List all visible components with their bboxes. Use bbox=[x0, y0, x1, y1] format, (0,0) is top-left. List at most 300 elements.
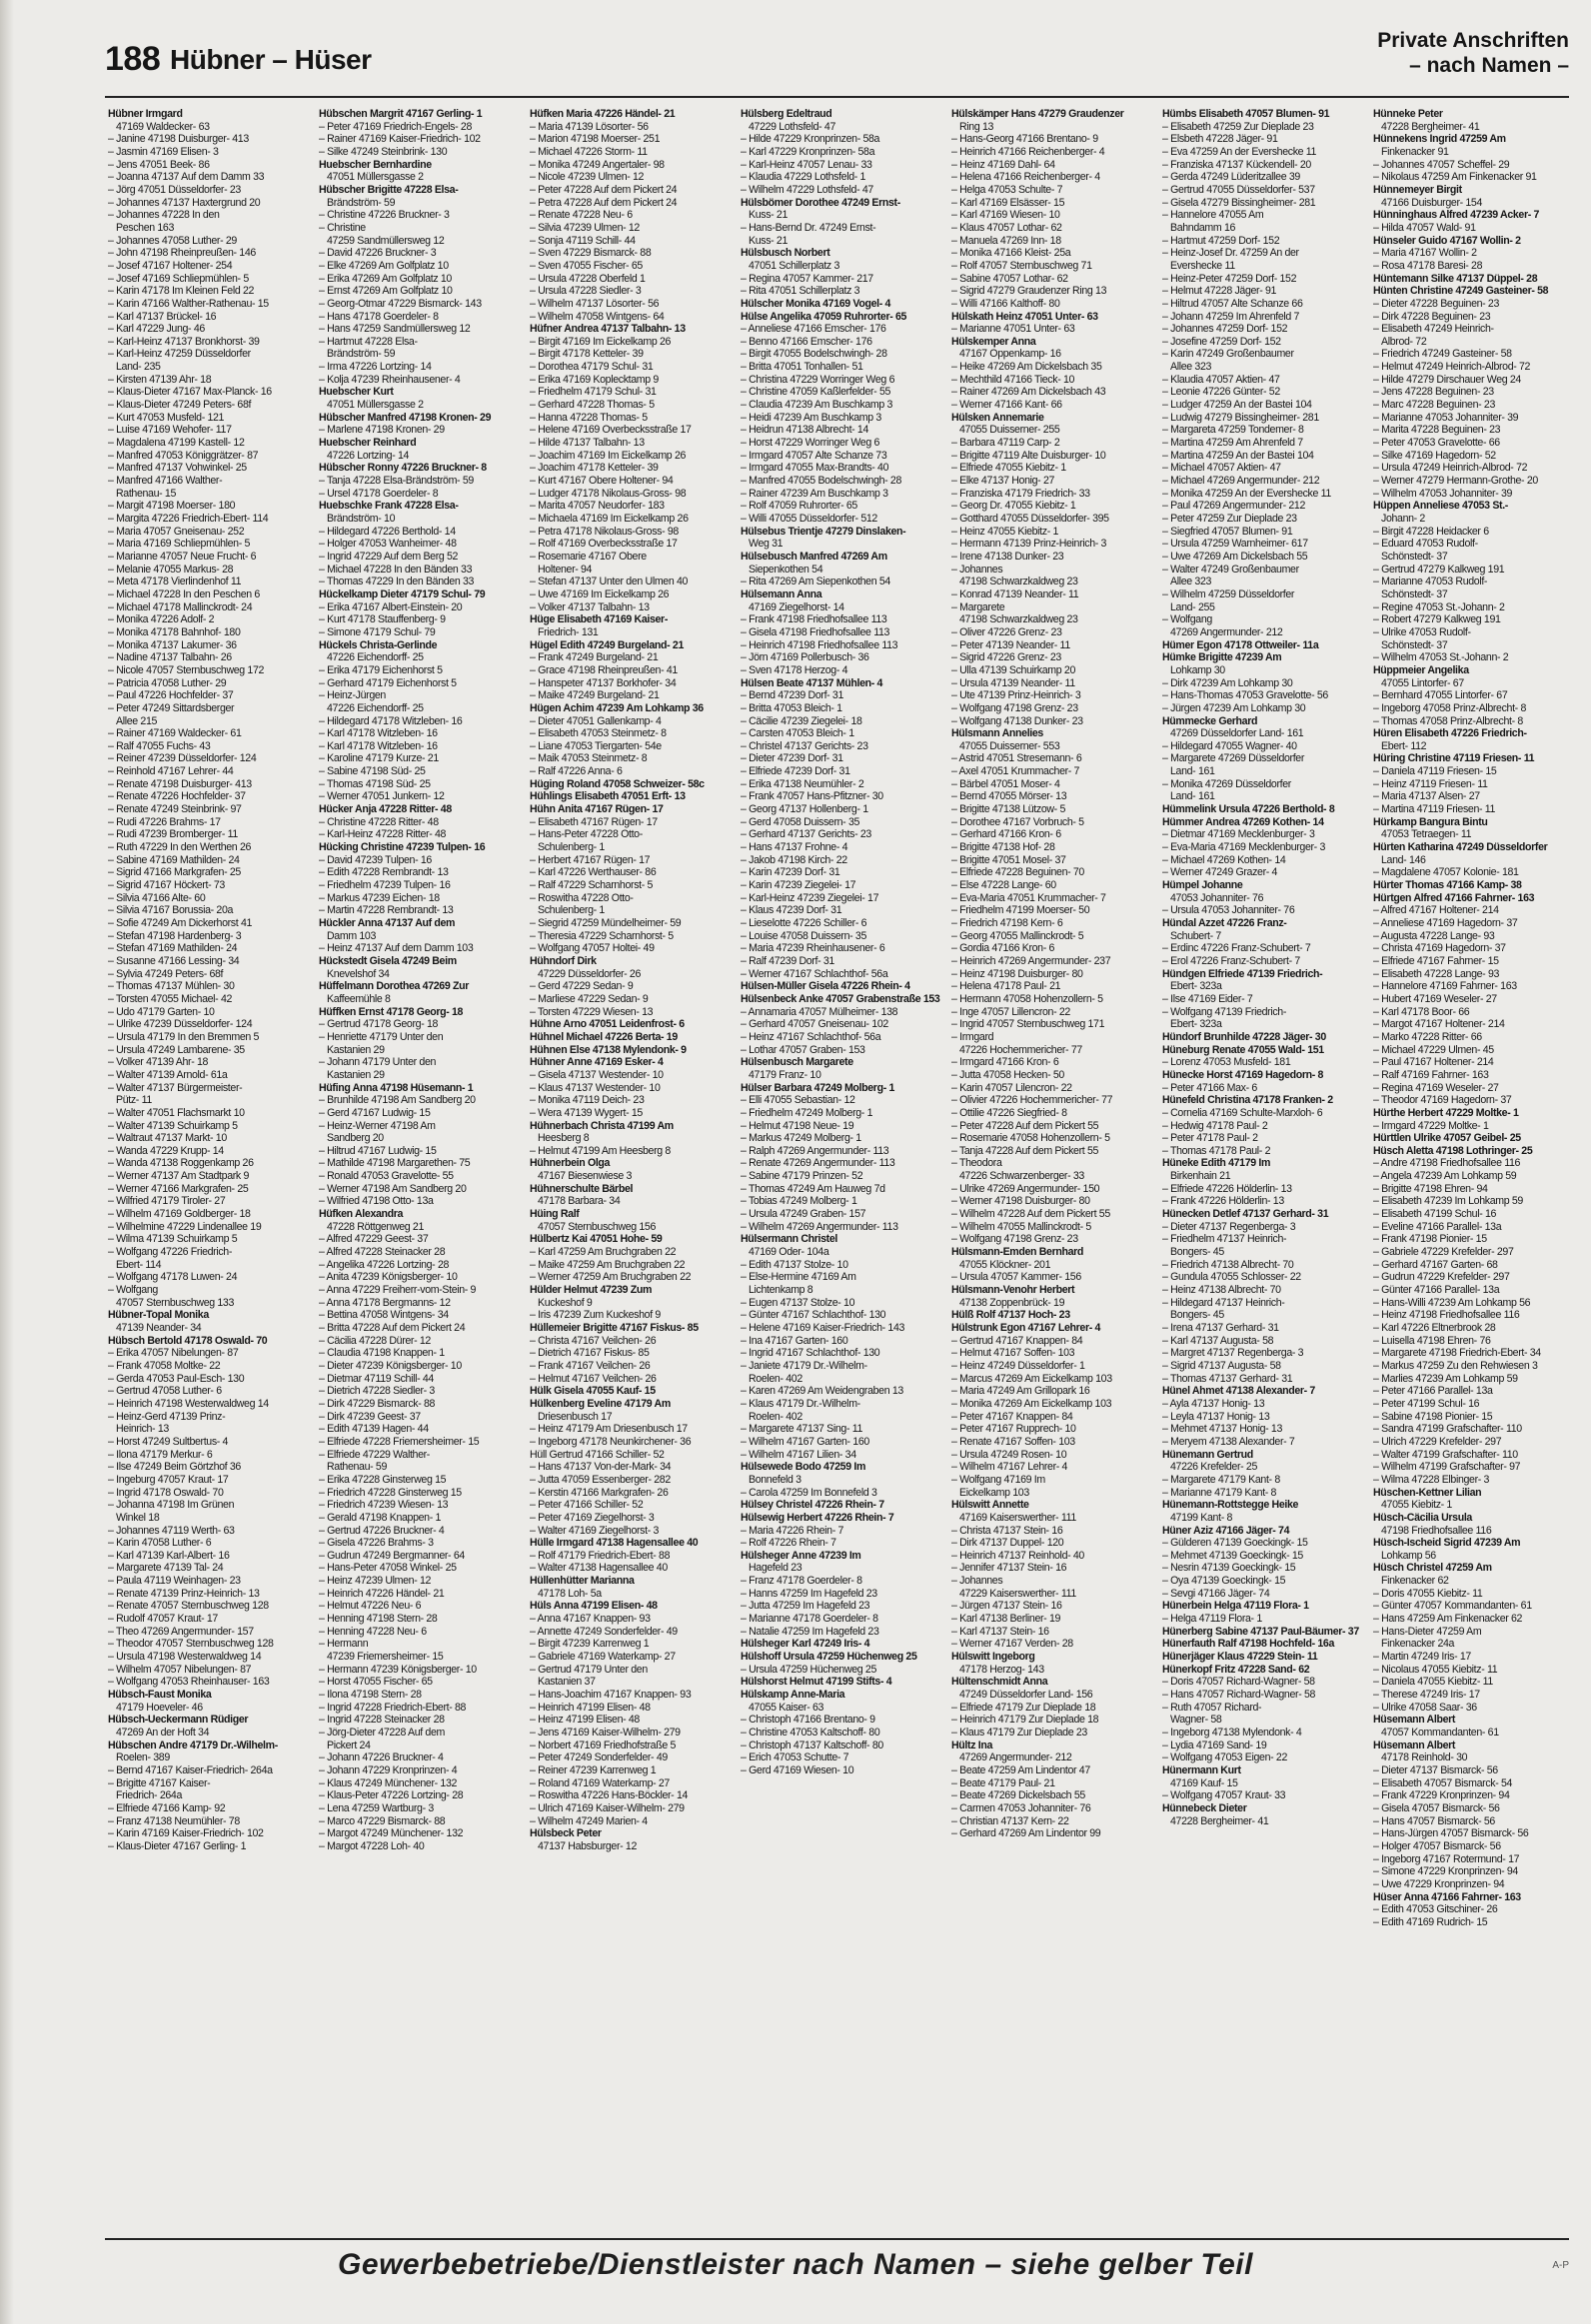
directory-entry: – Jutta 47059 Essenberger- 282 bbox=[530, 1473, 671, 1486]
directory-entry: – Volker 47139 Ahr- 18 bbox=[108, 1056, 209, 1069]
directory-entry: – Olivier 47226 Hochemmericher- 77 bbox=[951, 1094, 1113, 1107]
directory-entry: – Paula 47119 Weinhagen- 23 bbox=[108, 1575, 241, 1588]
directory-entry-head: Hüsemann Albert bbox=[1373, 1739, 1456, 1751]
directory-entry-head: Hüren Elisabeth 47226 Friedrich- bbox=[1373, 727, 1527, 740]
directory-entry: 47239 Friemersheimer- 15 bbox=[327, 1651, 444, 1664]
directory-entry: – Ursula 47259 Warnheimer- 617 bbox=[1162, 538, 1308, 551]
directory-entry: 47229 Lothsfeld- 47 bbox=[749, 120, 836, 133]
directory-entry: – Wolfgang bbox=[108, 1284, 158, 1297]
directory-entry: – Luisella 47198 Ehren- 76 bbox=[1373, 1334, 1491, 1347]
directory-entry: – Doris 47055 Kiebitz- 11 bbox=[1373, 1587, 1483, 1600]
directory-entry: Bonnefeld 3 bbox=[749, 1473, 801, 1486]
directory-entry-head: Hübscher Brigitte 47228 Elsa- bbox=[319, 183, 459, 196]
directory-entry: – Karl 47139 Karl-Albert- 16 bbox=[108, 1549, 230, 1562]
directory-entry: – Dirk 47239 Geest- 37 bbox=[319, 1410, 421, 1423]
directory-entry: – Wolfgang 47169 Im bbox=[951, 1473, 1045, 1486]
directory-entry: Lichtenkamp 8 bbox=[749, 1284, 813, 1297]
directory-entry: – Rosa 47178 Baresi- 28 bbox=[1373, 259, 1483, 272]
directory-entry: Brändström- 10 bbox=[327, 513, 396, 525]
directory-entry: – Willi 47166 Kalthoff- 80 bbox=[951, 297, 1060, 310]
directory-entry: – Hilde 47279 Dirschauer Weg 24 bbox=[1373, 373, 1521, 386]
directory-entry: – Angela 47239 Am Lohkamp 59 bbox=[1373, 1170, 1517, 1183]
directory-entry: – Karoline 47179 Kurze- 21 bbox=[319, 752, 439, 765]
directory-entry-head: Hüsch Christel 47259 Am bbox=[1373, 1562, 1492, 1575]
directory-entry: – Walter 47249 Großenbaumer bbox=[1162, 563, 1299, 576]
directory-entry: – Hans-Bernd Dr. 47249 Ernst- bbox=[741, 221, 876, 234]
directory-entry: – Wilhelm 47249 Marien- 4 bbox=[530, 1814, 648, 1827]
directory-entry: – Peter 47169 Friedrich-Engels- 28 bbox=[319, 120, 472, 133]
directory-entry-head: Hübsch-Faust Monika bbox=[108, 1689, 212, 1702]
directory-entry: – Walter 47137 Bürgermeister- bbox=[108, 1081, 243, 1094]
directory-entry-head: Huebschke Frank 47228 Elsa- bbox=[319, 500, 459, 513]
directory-entry: – Wilhelm 47269 Angermunder- 113 bbox=[741, 1220, 898, 1233]
directory-entry: Heesberg 8 bbox=[538, 1132, 590, 1145]
directory-entry-head: Hümer Egon 47178 Ottweiler- 11a bbox=[1162, 638, 1319, 651]
directory-entry: Rathenau- 59 bbox=[327, 1461, 387, 1474]
directory-entry: 47178 Herzog- 143 bbox=[959, 1663, 1044, 1676]
directory-entry-head: Hüfken Alexandra bbox=[319, 1208, 404, 1221]
directory-entry-head: Hülsheger Anne 47239 Im bbox=[741, 1549, 861, 1562]
directory-entry: – Ursula 47179 In den Bremmen 5 bbox=[108, 1030, 260, 1043]
directory-entry: – Karl 47226 Werthauser- 86 bbox=[530, 866, 657, 879]
directory-entry: – Martin 47249 Iris- 17 bbox=[1373, 1651, 1471, 1664]
directory-entry: – Ursula 47198 Westerwaldweg 14 bbox=[108, 1651, 262, 1664]
directory-entry: 47179 Hoeveler- 46 bbox=[116, 1701, 203, 1714]
directory-entry: – Sigrid 47167 Höckert- 73 bbox=[108, 879, 225, 892]
directory-entry: – Friedrich 47239 Wiesen- 13 bbox=[319, 1499, 449, 1512]
directory-entry: – Johanna 47198 Im Grünen bbox=[108, 1499, 235, 1512]
directory-entry: Kastanien 29 bbox=[327, 1043, 385, 1056]
directory-entry: – Norbert 47169 Friedhofstraße 5 bbox=[530, 1739, 677, 1751]
directory-entry: – Elfriede 47228 Friemersheimer- 15 bbox=[319, 1435, 480, 1448]
directory-entry-head: Hümpel Johanne bbox=[1162, 879, 1243, 892]
directory-entry-head: Hülskamp Anne-Maria bbox=[741, 1689, 845, 1702]
directory-column-1 bbox=[108, 108, 313, 2226]
directory-entry: – Peter 47228 Auf dem Pickert 55 bbox=[951, 1119, 1099, 1132]
directory-entry-head: Hünermann Kurt bbox=[1162, 1763, 1241, 1776]
directory-entry-head: Hünerfauth Ralf 47198 Hochfeld- 16a bbox=[1162, 1638, 1335, 1651]
directory-entry: – Anneliese 47166 Emscher- 176 bbox=[741, 323, 886, 336]
directory-entry: – Karl 47226 Eltnerbrook 28 bbox=[1373, 1322, 1496, 1334]
directory-entry: Peschen 163 bbox=[116, 221, 174, 234]
directory-entry-head: Hülß Rolf 47137 Hoch- 23 bbox=[951, 1309, 1070, 1322]
directory-entry: 47051 Müllersgasse 2 bbox=[327, 399, 424, 412]
directory-entry: – Margot 47228 Loh- 40 bbox=[319, 1839, 425, 1852]
directory-entry: Schönstedt- 37 bbox=[1381, 550, 1448, 563]
directory-entry: – Jürgen 47137 Stein- 16 bbox=[951, 1600, 1062, 1613]
directory-entry: – Edith 47228 Rembrandt- 13 bbox=[319, 866, 449, 879]
directory-entry: – Birgit 47239 Karrenweg 1 bbox=[530, 1638, 650, 1651]
directory-entry: – Christine 47226 Bruckner- 3 bbox=[319, 209, 450, 222]
directory-entry-head: Hülshorst Helmut 47199 Stifts- 4 bbox=[741, 1676, 892, 1689]
directory-entry: Holtener- 94 bbox=[538, 563, 593, 576]
directory-entry: 47169 Ziegelhorst- 14 bbox=[749, 600, 844, 613]
directory-entry: – Heinz 47055 Kiebitz- 1 bbox=[951, 525, 1059, 538]
directory-entry-head: Hülsmann Annelies bbox=[951, 727, 1043, 740]
directory-entry: – Sigrid 47279 Graudenzer Ring 13 bbox=[951, 285, 1107, 298]
directory-entry: – Heidrun 47138 Albrecht- 14 bbox=[741, 424, 869, 437]
directory-entry: – Peter 47178 Paul- 2 bbox=[1162, 1132, 1258, 1145]
directory-entry: 47057 Sternbuschweg 156 bbox=[538, 1220, 656, 1233]
directory-entry-head: Hühlings Elisabeth 47051 Erft- 13 bbox=[530, 790, 686, 803]
directory-entry: – Hans-Peter 47058 Winkel- 25 bbox=[319, 1562, 457, 1575]
directory-entry: – Gertrud 47179 Unter den bbox=[530, 1663, 648, 1676]
directory-entry: – Jürgen 47239 Am Lohkamp 30 bbox=[1162, 701, 1306, 714]
directory-entry: – Heinz 47167 Schlachthof- 56a bbox=[741, 1030, 881, 1043]
directory-entry-head: Hüppmeier Angelika bbox=[1373, 663, 1469, 676]
directory-entry-head: Hünninghaus Alfred 47239 Acker- 7 bbox=[1373, 209, 1540, 222]
directory-entry: – Annamaria 47057 Mülheimer- 138 bbox=[741, 1005, 898, 1018]
directory-entry: – Klaudia 47057 Aktien- 47 bbox=[1162, 373, 1280, 386]
directory-entry: – Heinz 47179 Am Driesenbusch 17 bbox=[530, 1423, 688, 1436]
directory-entry-head: Hündgen Elfriede 47139 Friedrich- bbox=[1162, 967, 1323, 980]
directory-entry: – Karl-Heinz 47137 Bronkhorst- 39 bbox=[108, 335, 260, 348]
directory-entry: – Cornelia 47169 Schulte-Marxloh- 6 bbox=[1162, 1106, 1323, 1119]
directory-entry: – Heinz-Gerd 47139 Prinz- bbox=[108, 1410, 226, 1423]
directory-entry-head: Hünerkopf Fritz 47228 Sand- 62 bbox=[1162, 1663, 1310, 1676]
directory-entry: – Ingrid 47229 Auf dem Berg 52 bbox=[319, 550, 459, 563]
directory-entry: 47137 Habsburger- 12 bbox=[538, 1839, 638, 1852]
directory-entry: – Roland 47169 Waterkamp- 27 bbox=[530, 1776, 670, 1789]
directory-entry: – Brigitte 47138 Hof- 28 bbox=[951, 841, 1055, 854]
directory-entry: – Mehmet 47139 Goeckingk- 15 bbox=[1162, 1549, 1303, 1562]
directory-entry-head: Hüffken Ernst 47178 Georg- 18 bbox=[319, 1005, 464, 1018]
directory-entry: – Nadine 47137 Talbahn- 26 bbox=[108, 651, 232, 664]
directory-entry: – Horst 47055 Fischer- 65 bbox=[319, 1676, 433, 1689]
directory-entry: – Hans 47259 Sandmüllersweg 12 bbox=[319, 323, 471, 336]
directory-entry: – Frank 47058 Moltke- 22 bbox=[108, 1359, 221, 1372]
directory-entry: – Friedhelm 47137 Heinrich- bbox=[1162, 1233, 1287, 1246]
directory-entry: 47169 Kaiserswerther- 111 bbox=[959, 1511, 1076, 1524]
directory-entry-head: Hübsch-Ueckermann Rüdiger bbox=[108, 1714, 249, 1727]
directory-entry-head: Hückelkamp Dieter 47179 Schul- 79 bbox=[319, 587, 486, 600]
directory-entry: – Michael 47229 Ulmen- 45 bbox=[1373, 1043, 1494, 1056]
directory-entry: Allee 323 bbox=[1170, 361, 1212, 374]
directory-entry: Schulenberg- 1 bbox=[538, 904, 605, 917]
directory-entry: – Theodor 47057 Sternbuschweg 128 bbox=[108, 1638, 274, 1651]
directory-entry: – Werner 47249 Grazer- 4 bbox=[1162, 866, 1278, 879]
directory-entry: – Gertrud 47055 Düsseldorfer- 537 bbox=[1162, 183, 1315, 196]
directory-entry: 47226 Eichendorff- 25 bbox=[327, 701, 424, 714]
directory-entry: – Margarete 47269 Düsseldorfer bbox=[1162, 752, 1305, 765]
directory-entry: – Wilma 47139 Schuirkamp 5 bbox=[108, 1233, 238, 1246]
directory-entry: – Peter 47228 Auf dem Pickert 24 bbox=[530, 183, 678, 196]
directory-entry: – Grace 47198 Rheinpreußen- 41 bbox=[530, 663, 678, 676]
directory-entry: – Elke 47137 Honig- 27 bbox=[951, 475, 1055, 488]
directory-entry: – Irmgard 47229 Moltke- 1 bbox=[1373, 1119, 1489, 1132]
directory-entry: – Gerhard 47167 Garten- 68 bbox=[1373, 1258, 1498, 1271]
directory-entry: – Patricia 47058 Luther- 29 bbox=[108, 676, 227, 689]
directory-entry: – Rita 47269 Am Siepenkothen 54 bbox=[741, 576, 890, 588]
directory-entry: – Franziska 47137 Kückendell- 20 bbox=[1162, 158, 1311, 171]
directory-entry-head: Hülsenbusch Margarete bbox=[741, 1056, 853, 1069]
directory-entry: – Heinz-Josef Dr. 47259 An der bbox=[1162, 247, 1299, 260]
directory-entry: – Oya 47139 Goeckingk- 15 bbox=[1162, 1575, 1286, 1588]
directory-entry: Land- 161 bbox=[1170, 765, 1215, 778]
directory-columns bbox=[108, 108, 1577, 2226]
directory-entry: – Reiner 47239 Düsseldorfer- 124 bbox=[108, 752, 257, 765]
directory-entry: – Reiner 47239 Karrenweg 1 bbox=[530, 1763, 657, 1776]
directory-entry: – Benno 47166 Emscher- 176 bbox=[741, 335, 872, 348]
directory-entry: – Ilona 47198 Stern- 28 bbox=[319, 1689, 422, 1702]
directory-entry: – Frank 47249 Burgeland- 21 bbox=[530, 651, 659, 664]
directory-entry: – Uwe 47169 Im Eickelkamp 26 bbox=[530, 587, 670, 600]
directory-entry: – Birgit 47169 Im Eickelkamp 26 bbox=[530, 335, 672, 348]
directory-entry: – Jennifer 47137 Stein- 16 bbox=[951, 1562, 1067, 1575]
directory-entry: – Helmut 47167 Soffen- 103 bbox=[951, 1347, 1075, 1360]
directory-entry: 47226 Eichendorff- 25 bbox=[327, 651, 424, 664]
directory-entry: 47055 Klöckner- 201 bbox=[959, 1258, 1051, 1271]
directory-entry: – Klaus 47249 Münchener- 132 bbox=[319, 1776, 458, 1789]
directory-entry: Birkenhain 21 bbox=[1170, 1170, 1231, 1183]
directory-entry: – Eveline 47166 Parallel- 13a bbox=[1373, 1220, 1502, 1233]
directory-entry: – Nicole 47057 Sternbuschweg 172 bbox=[108, 663, 265, 676]
directory-entry: – Karl 47178 Witzleben- 16 bbox=[319, 739, 438, 752]
directory-entry: – Renate 47198 Duisburger- 413 bbox=[108, 777, 252, 790]
directory-entry: – Holger 47053 Wanheimer- 48 bbox=[319, 538, 457, 551]
directory-entry: – Paul 47226 Hochfelder- 37 bbox=[108, 689, 234, 702]
directory-entry: – Jasmin 47169 Elisen- 3 bbox=[108, 145, 219, 158]
directory-entry: – Wilhelm 47167 Garten- 160 bbox=[741, 1435, 869, 1448]
directory-entry: – Ingeburg 47057 Kraut- 17 bbox=[108, 1473, 229, 1486]
directory-entry: 47057 Sternbuschweg 133 bbox=[116, 1296, 234, 1309]
directory-entry: – Holger 47057 Bismarck- 56 bbox=[1373, 1839, 1501, 1852]
directory-entry: – Sabine 47169 Mathilden- 24 bbox=[108, 853, 240, 866]
directory-entry-head: Hürkamp Bangura Bintu bbox=[1373, 815, 1488, 828]
directory-entry: – Marianne 47057 Neue Frucht- 6 bbox=[108, 550, 257, 563]
page-number: 188 bbox=[105, 40, 161, 78]
directory-entry-head: Hülskath Heinz 47051 Unter- 63 bbox=[951, 310, 1098, 323]
directory-entry: Land- 235 bbox=[116, 361, 161, 374]
directory-entry: 47057 Kommandanten- 61 bbox=[1381, 1727, 1499, 1739]
directory-entry: – Günter 47057 Kommandanten- 61 bbox=[1373, 1600, 1532, 1613]
directory-entry: – Werner 47166 Kant- 66 bbox=[951, 399, 1062, 412]
directory-entry: – Maria 47249 Am Grillopark 16 bbox=[951, 1385, 1090, 1398]
directory-entry: – Marianne 47179 Kant- 8 bbox=[1162, 1486, 1277, 1499]
directory-entry-head: Hürter Thomas 47166 Kamp- 38 bbox=[1373, 879, 1522, 892]
directory-entry: – Tanja 47228 Auf dem Pickert 55 bbox=[951, 1144, 1099, 1157]
directory-entry-head: Hülsberg Edeltraud bbox=[741, 108, 832, 120]
directory-entry: – Heidi 47239 Am Buschkamp 3 bbox=[741, 411, 881, 424]
directory-entry: – Hilde 47229 Kronprinzen- 58a bbox=[741, 133, 880, 146]
page-name-range: Hübner – Hüser bbox=[170, 44, 372, 75]
directory-entry: – Dietmar 47119 Schill- 44 bbox=[319, 1372, 434, 1385]
directory-entry-head: Hülsken Annemarie bbox=[951, 411, 1044, 424]
directory-entry: – Markus 47239 Eichen- 18 bbox=[319, 891, 440, 904]
directory-entry: – Friedrich 47198 Kern- 6 bbox=[951, 917, 1063, 929]
directory-entry: – Werner 47051 Junkern- 12 bbox=[319, 790, 445, 803]
directory-entry: – Ulla 47139 Schuirkamp 20 bbox=[951, 663, 1075, 676]
directory-entry: – Axel 47051 Krummacher- 7 bbox=[951, 765, 1080, 778]
directory-entry-head: Hümmer Andrea 47269 Kothen- 14 bbox=[1162, 815, 1324, 828]
directory-entry: – Helmut 47249 Heinrich-Albrod- 72 bbox=[1373, 361, 1531, 374]
directory-entry: – Dirk 47229 Bismarck- 88 bbox=[319, 1397, 436, 1410]
directory-entry: – Irmgard 47055 Max-Brandts- 40 bbox=[741, 462, 889, 475]
directory-entry: – Volker 47137 Talbahn- 13 bbox=[530, 600, 650, 613]
directory-entry: 47269 Angermunder- 212 bbox=[1170, 625, 1283, 638]
directory-entry: – Wolfgang 47139 Friedrich- bbox=[1162, 1005, 1287, 1018]
directory-entry: 47166 Duisburger- 154 bbox=[1381, 196, 1483, 209]
directory-entry: – Erika 47228 Ginsterweg 15 bbox=[319, 1473, 447, 1486]
directory-entry: – Uwe 47229 Kronprinzen- 94 bbox=[1373, 1877, 1505, 1890]
directory-entry: 47053 Tetraegen- 11 bbox=[1381, 828, 1472, 841]
directory-entry: – Elisabeth 47259 Zur Dieplade 23 bbox=[1162, 120, 1314, 133]
directory-entry: Pickert 24 bbox=[327, 1739, 371, 1751]
directory-entry: – Klaus-Dieter 47249 Peters- 68f bbox=[108, 399, 252, 412]
directory-entry-head: Hückstedt Gisela 47249 Beim bbox=[319, 954, 457, 967]
directory-entry: – Wolfgang 47198 Grenz- 23 bbox=[951, 701, 1078, 714]
directory-entry: – Rainer 47169 Kaiser-Friedrich- 102 bbox=[319, 133, 481, 146]
directory-entry: – Ilse 47169 Eider- 7 bbox=[1162, 992, 1253, 1005]
directory-entry: 47226 Schwarzenberger- 33 bbox=[959, 1170, 1084, 1183]
directory-entry: – Karin 47057 Lilencron- 22 bbox=[951, 1081, 1072, 1094]
directory-entry: – Joanna 47137 Auf dem Damm 33 bbox=[108, 171, 265, 184]
directory-entry: Schönstedt- 37 bbox=[1381, 587, 1448, 600]
directory-entry-head: Hüffelmann Dorothea 47269 Zur bbox=[319, 980, 469, 993]
directory-entry-head: Hüschen-Kettner Lilian bbox=[1373, 1486, 1482, 1499]
directory-entry: – Therese 47249 Iris- 17 bbox=[1373, 1689, 1480, 1702]
directory-entry: – Karl-Heinz 47228 Ritter- 48 bbox=[319, 828, 447, 841]
directory-entry: – Franz 47138 Neumühler- 78 bbox=[108, 1814, 240, 1827]
directory-entry: – Wolfgang 47053 Eigen- 22 bbox=[1162, 1751, 1287, 1764]
directory-entry: – Wilhelm 47169 Goldberger- 18 bbox=[108, 1208, 251, 1221]
directory-entry-head: Hühnerschulte Bärbel bbox=[530, 1182, 634, 1195]
directory-entry: – Brigitte 47119 Alte Duisburger- 10 bbox=[951, 449, 1106, 462]
directory-entry: – Karl 47178 Boor- 66 bbox=[1373, 1005, 1470, 1018]
directory-entry: 47259 Sandmüllersweg 12 bbox=[327, 234, 445, 247]
directory-entry: – Rolf 47057 Sternbuschweg 71 bbox=[951, 259, 1092, 272]
directory-entry: – Doris 47057 Richard-Wagner- 58 bbox=[1162, 1676, 1315, 1689]
directory-entry-head: Hüppen Anneliese 47053 St.- bbox=[1373, 500, 1508, 513]
directory-entry-head: Hüfing Anna 47198 Hüsemann- 1 bbox=[319, 1081, 474, 1094]
directory-entry: – Heinz 47119 Friesen- 11 bbox=[1373, 777, 1488, 790]
directory-entry: – Margareta 47259 Tondemer- 8 bbox=[1162, 424, 1304, 437]
directory-entry: 47055 Duisserner- 553 bbox=[959, 739, 1060, 752]
directory-entry-head: Hülle Irmgard 47138 Hagensallee 40 bbox=[530, 1537, 699, 1550]
directory-entry: – Lothar 47057 Graben- 153 bbox=[741, 1043, 865, 1056]
directory-entry: – Wolfgang bbox=[1162, 613, 1212, 626]
directory-entry: – Heinrich 47269 Angermunder- 237 bbox=[951, 954, 1111, 967]
directory-entry: – Wolfgang 47138 Dunker- 23 bbox=[951, 714, 1083, 727]
directory-entry: – Paul 47269 Angermunder- 212 bbox=[1162, 500, 1305, 513]
directory-entry: – Erika 47138 Neumühler- 2 bbox=[741, 777, 864, 790]
directory-entry: – Renate 47057 Sternbuschweg 128 bbox=[108, 1600, 269, 1613]
directory-entry-head: Hüls Anna 47199 Elisen- 48 bbox=[530, 1600, 658, 1613]
directory-entry: – Michael 47057 Aktien- 47 bbox=[1162, 462, 1281, 475]
directory-entry: Roelen- 389 bbox=[116, 1751, 170, 1764]
directory-entry: – Sofie 47249 Am Dickerhorst 41 bbox=[108, 917, 253, 929]
directory-entry: – John 47198 Rheinpreußen- 146 bbox=[108, 247, 256, 260]
directory-entry: – Hanna 47228 Thomas- 5 bbox=[530, 411, 648, 424]
directory-entry: – Wilfried 47198 Otto- 13a bbox=[319, 1195, 434, 1208]
directory-entry: – Michael 47226 Storm- 11 bbox=[530, 145, 648, 158]
directory-entry: Albrod- 72 bbox=[1381, 335, 1427, 348]
directory-entry: – Theo 47269 Angermunder- 157 bbox=[108, 1625, 254, 1638]
directory-entry: – Wilhelm 47199 Grafschafter- 97 bbox=[1373, 1461, 1521, 1474]
directory-column-7 bbox=[1373, 108, 1577, 2226]
directory-entry: – Herbert 47167 Rügen- 17 bbox=[530, 853, 651, 866]
directory-entry: – Augusta 47228 Lange- 93 bbox=[1373, 929, 1495, 942]
directory-entry: – Ursula 47249 Graben- 157 bbox=[741, 1208, 866, 1221]
directory-entry-head: Hühner Anne 47169 Esker- 4 bbox=[530, 1056, 664, 1069]
directory-entry: – Hilde 47137 Talbahn- 13 bbox=[530, 437, 645, 450]
directory-entry: – Gertrud 47167 Knappen- 84 bbox=[951, 1334, 1083, 1347]
directory-entry: Bongers- 45 bbox=[1170, 1309, 1224, 1322]
directory-entry: – Thomas 47058 Prinz-Albrecht- 8 bbox=[1373, 714, 1523, 727]
directory-entry: – Sven 47178 Herzog- 4 bbox=[741, 663, 848, 676]
directory-entry: – Meryem 47138 Alexander- 7 bbox=[1162, 1435, 1295, 1448]
directory-entry: – Waltraut 47137 Markt- 10 bbox=[108, 1132, 227, 1145]
directory-entry: – Christine 47228 Ritter- 48 bbox=[319, 815, 439, 828]
directory-entry: – Karl 47169 Elsässer- 15 bbox=[951, 196, 1065, 209]
directory-entry: – Daniela 47119 Friesen- 15 bbox=[1373, 765, 1497, 778]
directory-entry-head: Hübschen Margrit 47167 Gerling- 1 bbox=[319, 108, 483, 120]
directory-entry: – Helmut 47199 Am Heesberg 8 bbox=[530, 1144, 671, 1157]
directory-entry: – Walter 47199 Grafschafter- 110 bbox=[1373, 1448, 1518, 1461]
directory-entry: – Werner 47198 Duisburger- 80 bbox=[951, 1195, 1090, 1208]
directory-entry: Kastanien 37 bbox=[538, 1676, 596, 1689]
directory-entry: – Thomas 47137 Gerhard- 31 bbox=[1162, 1372, 1293, 1385]
directory-entry: – Simone 47229 Kronprinzen- 94 bbox=[1373, 1865, 1518, 1878]
directory-entry: 47226 Lortzing- 14 bbox=[327, 449, 410, 462]
directory-entry: – Hannelore 47169 Fahrner- 163 bbox=[1373, 980, 1517, 993]
directory-entry-head: Hüneke Edith 47179 Im bbox=[1162, 1157, 1271, 1170]
directory-entry: – Gerhard 47269 Am Lindentor 99 bbox=[951, 1827, 1101, 1840]
directory-entry: – Elisabeth 47057 Bismarck- 54 bbox=[1373, 1776, 1513, 1789]
directory-entry: 47199 Kant- 8 bbox=[1170, 1511, 1233, 1524]
directory-entry: – Bernd 47239 Dorf- 31 bbox=[741, 689, 844, 702]
directory-entry: – Ursula 47228 Oberfeld 1 bbox=[530, 272, 646, 285]
directory-entry: – Christine 47059 Kaßlerfelder- 55 bbox=[741, 386, 891, 399]
directory-entry: – Dorothea 47179 Schul- 31 bbox=[530, 361, 654, 374]
directory-entry: – Ronald 47053 Gravelotte- 55 bbox=[319, 1170, 454, 1183]
directory-entry: – Werner 47259 Am Bruchgraben 22 bbox=[530, 1271, 692, 1284]
directory-entry: – Cäcilia 47228 Dürer- 12 bbox=[319, 1334, 431, 1347]
directory-entry: – Monika 47259 An der Evershecke 11 bbox=[1162, 487, 1331, 500]
directory-entry: – Karl 47137 Brückel- 16 bbox=[108, 310, 217, 323]
directory-entry: Allee 323 bbox=[1170, 576, 1212, 588]
directory-entry: – Frank 47198 Friedhofsallee 113 bbox=[741, 613, 887, 626]
directory-entry-head: Hünseler Guido 47167 Wollin- 2 bbox=[1373, 234, 1521, 247]
directory-entry: – Heinrich 47179 Zur Dieplade 18 bbox=[951, 1714, 1099, 1727]
directory-entry: – Walter 47139 Arnold- 61a bbox=[108, 1068, 228, 1081]
directory-entry: – Karin 47178 Im Kleinen Feld 22 bbox=[108, 285, 255, 298]
directory-entry: – Marianne 47053 Rudolf- bbox=[1373, 576, 1488, 588]
directory-entry: – Sigrid 47137 Augusta- 58 bbox=[1162, 1359, 1281, 1372]
directory-entry: – Eugen 47137 Stolze- 10 bbox=[741, 1296, 855, 1309]
directory-entry: – Marion 47198 Moerser- 251 bbox=[530, 133, 661, 146]
directory-entry-head: Hünemann Gertrud bbox=[1162, 1448, 1253, 1461]
directory-entry: – Michaela 47169 Im Eickelkamp 26 bbox=[530, 513, 689, 525]
directory-entry: – Hilda 47057 Wald- 91 bbox=[1373, 221, 1476, 234]
directory-entry-head: Hülswitt Ingeborg bbox=[951, 1651, 1035, 1664]
directory-entry: – Hartmut 47228 Elsa- bbox=[319, 335, 418, 348]
directory-entry-head: Hübner-Topal Monika bbox=[108, 1309, 209, 1322]
directory-entry: – Ingrid 47167 Schlachthof- 130 bbox=[741, 1347, 880, 1360]
directory-entry: – Regine 47053 St.-Johann- 2 bbox=[1373, 600, 1505, 613]
directory-entry: Lohkamp 56 bbox=[1381, 1549, 1436, 1562]
directory-entry: – Lorenz 47053 Musfeld- 181 bbox=[1162, 1056, 1291, 1069]
directory-entry-head: Hülder Helmut 47239 Zum bbox=[530, 1284, 653, 1297]
directory-entry: – Thomas 47229 In den Bänden 33 bbox=[319, 576, 475, 588]
directory-entry: – Ulrich 47169 Kaiser-Wilhelm- 279 bbox=[530, 1801, 685, 1814]
directory-entry: Kastanien 29 bbox=[327, 1068, 385, 1081]
directory-entry: – Heinrich 47199 Elisen- 48 bbox=[530, 1701, 651, 1714]
directory-entry: – Manuela 47269 Inn- 18 bbox=[951, 234, 1061, 247]
directory-entry: 47055 Lintorfer- 67 bbox=[1381, 676, 1464, 689]
directory-entry: – Heinz 47169 Dahl- 64 bbox=[951, 158, 1055, 171]
directory-entry: – Inge 47057 Lillencron- 22 bbox=[951, 1005, 1070, 1018]
